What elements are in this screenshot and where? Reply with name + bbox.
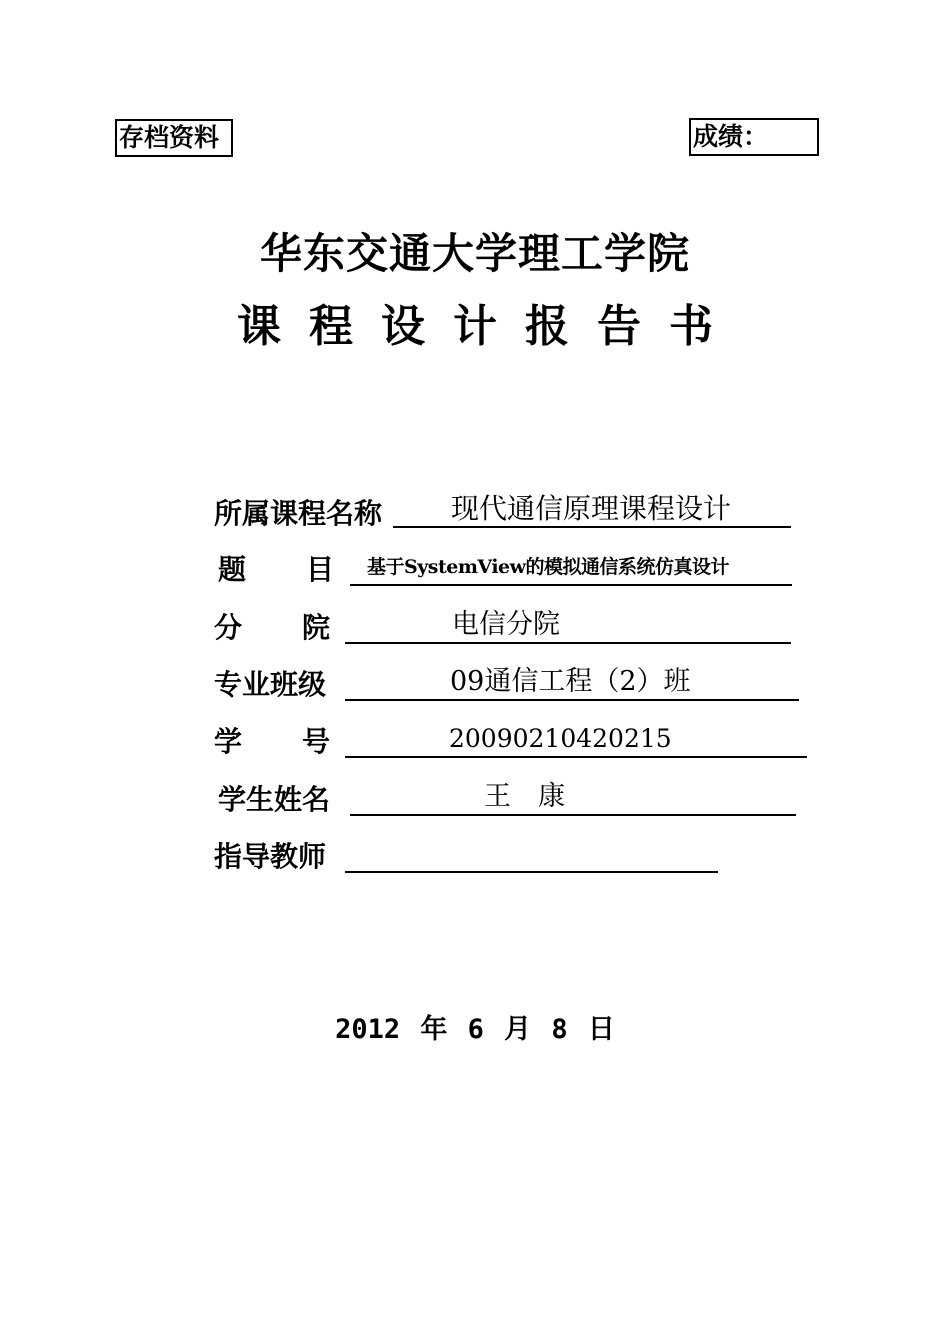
archive-label: 存档资料 [119, 123, 220, 152]
topic-label-char-2: 目 [305, 553, 334, 586]
advisor-field [345, 839, 718, 873]
department-label [214, 610, 330, 646]
report-date: 2012 年 6 月 8 日 [335, 1014, 615, 1045]
student-name-value: 王 康 [484, 781, 565, 812]
topic-label [218, 552, 334, 588]
department-field [345, 610, 791, 644]
department-value: 电信分院 [452, 609, 560, 640]
student-id-value: 20090210420215 [449, 724, 672, 753]
student-name-field [350, 782, 796, 816]
school-title: 华东交通大学理工学院 [259, 229, 690, 278]
course-name-value: 现代通信原理课程设计 [451, 492, 732, 525]
course-name-label: 所属课程名称 [214, 497, 383, 530]
student-id-field [345, 724, 807, 758]
advisor-label: 指导教师 [214, 840, 327, 873]
student-name-label: 学生姓名 [218, 783, 331, 816]
archive-box [115, 119, 233, 157]
department-label-char-1: 分 [214, 611, 243, 644]
major-class-value: 09通信工程（2）班 [450, 666, 691, 697]
grade-label: 成绩： [693, 122, 769, 151]
major-class-label: 专业班级 [214, 668, 327, 701]
topic-label-char-1: 题 [218, 553, 247, 586]
student-id-label-char-1: 学 [214, 725, 243, 758]
course-name-field [393, 494, 791, 528]
topic-value: 基于SystemView的模拟通信系统仿真设计 [367, 556, 729, 578]
topic-field [350, 552, 792, 586]
major-class-field [345, 667, 799, 701]
grade-box [689, 118, 819, 156]
report-title: 课程设计报告书 [237, 301, 741, 352]
department-label-char-2: 院 [301, 611, 330, 644]
student-id-label [214, 724, 330, 760]
student-id-label-char-2: 号 [301, 725, 330, 758]
